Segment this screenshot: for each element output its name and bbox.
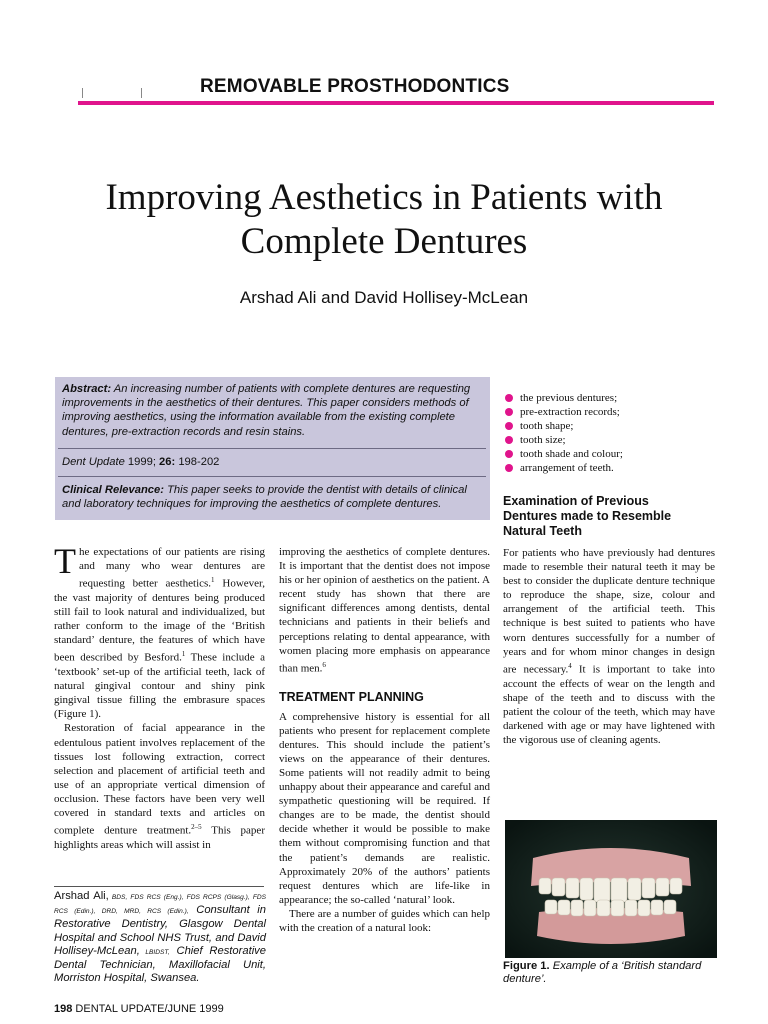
citation-pages: 198-202 (175, 456, 220, 468)
bullet-icon (505, 436, 513, 444)
author-role: Consultant in Restorative Dentistry, Glasgow Dental Hospital and School NHS Trust, and David Hollisey-McLean, (54, 904, 266, 957)
paragraph: These include a ‘textbook’ set-up of the artificial teeth, lack of natural gingival contour and shiny pink gingival tissue filling the embrasure spaces (Figure 1). (54, 651, 265, 721)
author-name: Arshad Ali, (54, 890, 109, 902)
denture-illustration (505, 820, 717, 958)
paragraph: A comprehensive history is essential for all patients who present for replacement complete dentures. This should include the patient’s views on the appearance of their dentures. Some patients will not readily admit to being unhappy about their appearance and careful and sympathetic questioning will be required. If changes are to be made, the dentist should decide whether it would be possible to make them without compromising function and that the patient’s demands are realistic. Approximately 20% of the authors’ patients request dentures which are life-like in appearance; the so-called ‘natural’ look. (279, 710, 490, 906)
citation-year: 1999; (124, 456, 160, 468)
header-tick (82, 88, 83, 98)
abstract-divider (58, 448, 486, 449)
bullet-text: pre-extraction records; (520, 406, 620, 419)
authors: Arshad Ali and David Hollisey-McLean (239, 288, 529, 307)
author-role: Chief Restorative Dental Technician, Maxillofacial Unit, Morriston Hospital, Swansea. (54, 944, 266, 985)
bullet-icon (505, 422, 513, 430)
article-title (60, 176, 708, 264)
denture-photo (505, 820, 717, 958)
bullet-item (503, 419, 718, 433)
paragraph: This paper highlights areas which will assist in (54, 824, 265, 851)
bullet-icon (505, 464, 513, 472)
paragraph: There are a number of guides which can help with the creation of a natural look: (279, 907, 490, 934)
citation (62, 455, 484, 469)
bullet-icon (505, 450, 513, 458)
clinical-label: Clinical Relevance: (62, 484, 164, 496)
drop-cap: T (54, 541, 76, 581)
journal-name: DENTAL UPDATE/JUNE 1999 (72, 1003, 224, 1015)
subsection-heading (503, 494, 718, 539)
reference: 6 (322, 660, 326, 669)
citation-volume: 26: (159, 456, 176, 468)
page-number: 198 (54, 1003, 73, 1015)
paragraph: he expectations of our patients are rising and many who wear dentures are requesting better aesthetics. (79, 546, 265, 590)
title-line: Improving Aesthetics in Patients with (105, 177, 663, 218)
citation-journal: Dent Update (62, 456, 125, 468)
paragraph: However, the vast majority of dentures being produced still fail to look natural and individualized, but rather conform to the image of the ‘British standard’ denture, the features of which have been described by Besford. (54, 577, 266, 664)
heading-line: Natural Teeth (503, 524, 582, 538)
reference: 4 (568, 661, 572, 670)
bullet-text: tooth shade and colour; (520, 448, 623, 461)
section-label: REMOVABLE PROSTHODONTICS (200, 76, 510, 97)
section-heading: TREATMENT PLANNING (279, 689, 424, 704)
bullet-text: tooth size; (520, 434, 566, 447)
column-3 (503, 546, 715, 747)
clinical-relevance (62, 483, 484, 511)
abstract-text: An increasing number of patients with complete dentures are requesting improvements in the aesthetics of their dentures. This paper considers methods of improving aesthetics, using the information available from the existing complete dentures, pre-extraction records and resin stains. (62, 383, 471, 438)
paragraph: Restoration of facial appearance in the edentulous patient involves replacement of the tissues lost following extraction, correct selection and placement of artificial teeth and use of an appropriate vertical dimension of occlusion. These factors have been very well covered in standard texts and articles on complete denture treatment. (54, 722, 265, 837)
clinical-text: This paper seeks to provide the dentist with details of clinical and laboratory techniques for improving the aesthetics of complete dentures. (62, 484, 467, 511)
figure-caption-text: Example of a ‘British standard denture’. (503, 960, 702, 985)
author-affiliation (54, 890, 266, 985)
abstract-divider (58, 476, 486, 477)
bullet-item (503, 461, 718, 475)
figure-caption (503, 960, 723, 986)
bullet-icon (505, 394, 513, 402)
reference: 1 (181, 650, 186, 659)
abstract-label: Abstract: (62, 383, 112, 395)
figure-label: Figure 1. (503, 960, 550, 972)
author-qualifications: LBIDST, (139, 948, 170, 956)
bullet-text: the previous dentures; (520, 392, 618, 404)
reference: 1 (211, 576, 215, 585)
bullet-list (503, 391, 718, 476)
author-qualifications: BDS, FDS RCS (Eng.), FDS RCPS (Glasg.), FDS RCS (Edin.), DRD, MRD, RCS (Edin.), (54, 894, 267, 916)
page-footer (54, 1003, 224, 1015)
column-2 (279, 545, 490, 935)
paragraph: It is important to take into account the effects of wear on the length and shape of the teeth and to discuss with the patient the colour of the teeth, which may have darkened with age or may have lightened with the vigorous use of cleaning agents. (503, 663, 716, 746)
bullet-item (503, 433, 718, 447)
reference: 2–5 (191, 823, 202, 832)
bullet-text: tooth shape; (520, 420, 574, 433)
header-tick (141, 88, 142, 98)
heading-line: Dentures made to Resemble (503, 509, 672, 523)
affiliation-divider (54, 886, 264, 887)
column-1 (54, 541, 266, 852)
bullet-item (503, 447, 718, 461)
bullet-icon (505, 408, 513, 416)
bullet-item (503, 391, 718, 405)
guide-list (503, 391, 718, 476)
paragraph: For patients who have previously had dentures made to resemble their natural teeth it may be best to consider the duplicate denture technique to reproduce the shape, size, colour and arrangement of the artificial teeth. This technique is best suited to patients who have worn dentures successfully for a number of years and for whom minor changes in design are necessary. (503, 547, 715, 676)
bullet-item (503, 405, 718, 419)
title-line: Complete Dentures (240, 221, 528, 262)
paragraph: improving the aesthetics of complete dentures. It is important that the dentist does not impose his or her opinion of aesthetics on the patient. A recent study has shown that there are significant differences among dentists, dental technicians and patients in their beliefs and perceptions relating to dental appearance, with women placing more emphasis on appearance than men. (279, 546, 490, 675)
heading-line: Examination of Previous (503, 494, 649, 508)
abstract (62, 382, 484, 439)
header-rule (78, 101, 714, 105)
bullet-text: arrangement of teeth. (520, 462, 614, 475)
